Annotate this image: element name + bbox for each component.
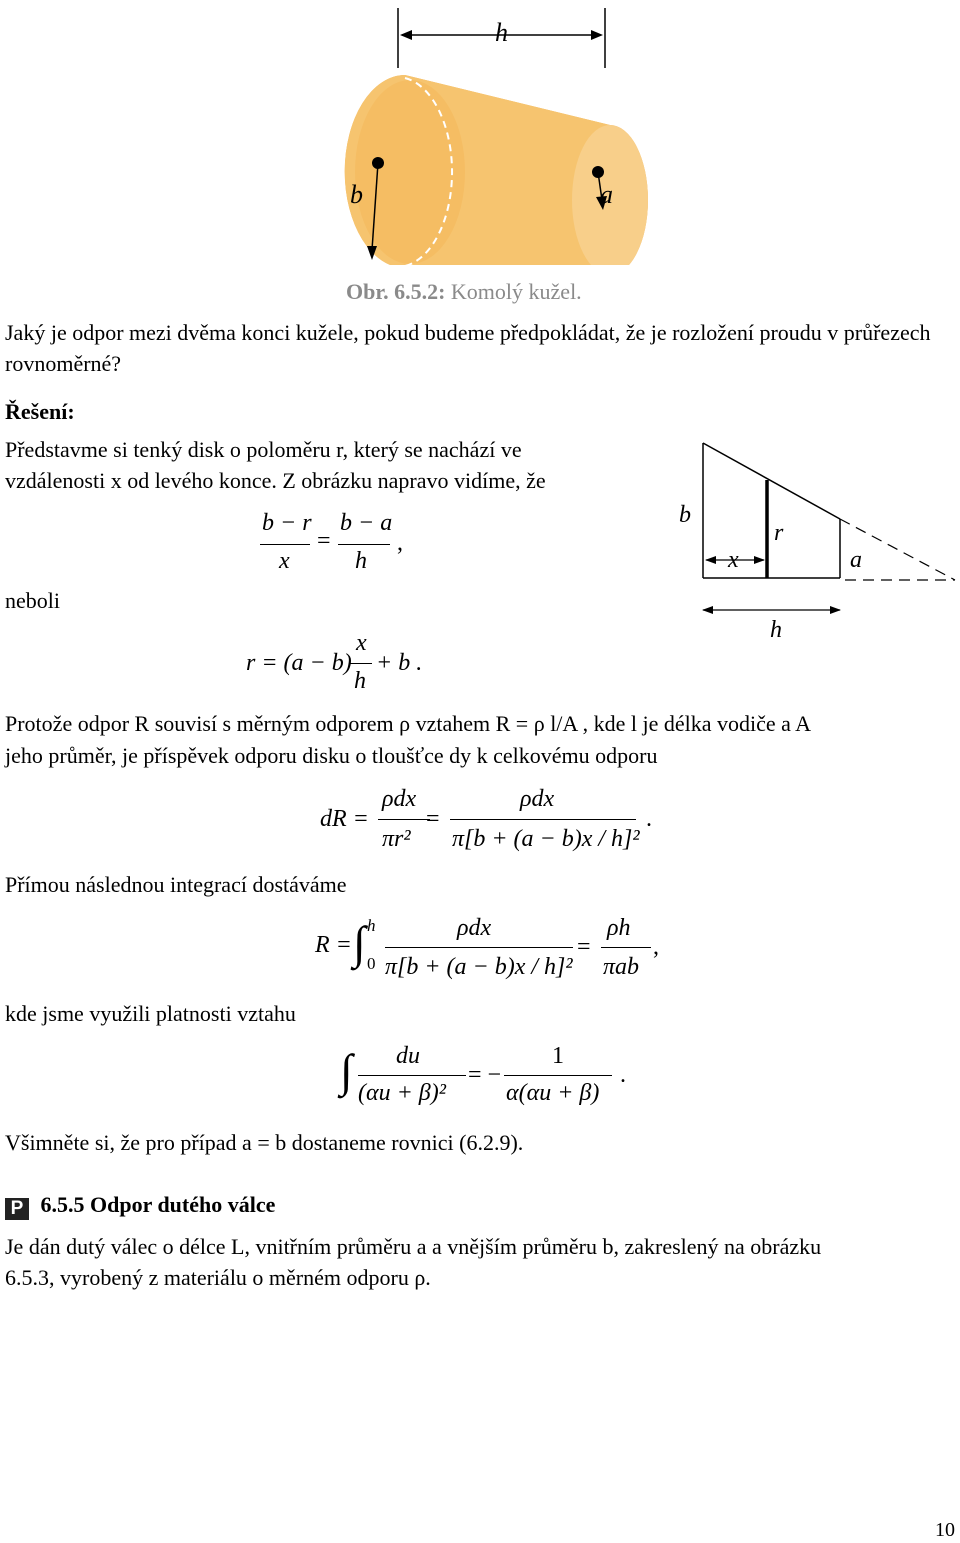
triangle-figure [670,440,960,660]
triangle-label-x: x [728,547,739,573]
eq4-lower: 0 [367,954,376,973]
eq2-num: x [356,630,367,656]
eq2-den: h [354,668,366,694]
eq2-tail: + b . [376,650,423,676]
neboli-text: neboli [5,588,60,613]
eq4-equals: = [577,934,591,960]
triangle-label-b: b [679,502,691,528]
eq5-num2: 1 [552,1043,564,1069]
problem-icon: P [5,1198,29,1220]
eq3-equals: = [426,806,440,832]
cone-label-b: b [350,180,363,209]
integration-text: Přímou následnou integrací dostáváme [5,872,347,897]
eq1-num-left: b − r [262,510,312,536]
eq4-den2: πab [603,954,640,980]
note-text: Všimněte si, že pro případ a = b dostaneme rovnici (6.2.9). [5,1130,524,1155]
para2-line-2: jeho průměr, je příspěvek odporu disku o tloušťce dy k celkovému odporu [5,743,658,768]
eq1-tail: , [397,530,403,556]
figure-caption-label: Obr. 6.5.2: [346,279,446,304]
equation-ratio [255,510,415,580]
eq4-num1: ρdx [457,915,492,941]
cone-label-h: h [495,18,508,47]
integral-sign-1: ∫ [353,917,366,968]
equation-helper-integral [340,1040,640,1120]
eq2-lhs: r = (a − b) [246,650,352,676]
eq3-lhs: dR = [320,806,369,832]
eq1-num-right: b − a [340,510,393,536]
section-heading [5,1192,275,1220]
equation-r [246,630,446,700]
eq5-den1: (αu + β)² [358,1080,446,1106]
figure-caption [346,279,582,305]
eq3-num1: ρdx [382,786,417,812]
eq5-den2: α(αu + β) [506,1080,600,1106]
eq3-den2: π[b + (a − b)x / h]² [452,826,640,852]
cone-label-a: a [600,180,613,209]
problem-line-1: Je dán dutý válec o délce L, vnitřním průměru a a vnějším průměru b, zakreslený na obrázku [5,1234,822,1259]
equation-dR [320,786,660,856]
equation-R-integral [315,912,675,992]
eq1-equals: = [317,528,331,554]
cone-figure [330,0,660,265]
triangle-diagram [670,440,960,660]
eq4-tail: , [653,934,659,960]
eq3-num2: ρdx [520,786,555,812]
eq5-equals: = − [468,1062,502,1088]
question-text: Jaký je odpor mezi dvěma konci kužele, pokud budeme předpokládat, že je rozložení proudu v průřezech rovnoměrné? [5,320,931,376]
solution-heading: Řešení: [5,399,75,424]
integral-sign-2: ∫ [340,1045,353,1096]
eq1-den-left: x [279,548,290,574]
eq5-tail: . [620,1062,626,1088]
intro-line-2: vzdálenosti x od levého konce. Z obrázku napravo vidíme, že [5,468,546,493]
eq5-num1: du [396,1043,420,1069]
para2-line-1: Protože odpor R souvisí s měrným odporem ρ vztahem R = ρ l/A , kde l je délka vodiče a A [5,711,812,736]
eq4-num2: ρh [607,915,631,941]
eq4-den1: π[b + (a − b)x / h]² [385,954,573,980]
section-title: 6.5.5 Odpor dutého válce [40,1192,276,1217]
eq3-tail: . [646,806,652,832]
eq4-lhs: R = [315,932,352,958]
eq3-den1: πr² [382,826,411,852]
eq4-upper: h [367,916,376,935]
triangle-label-h: h [770,617,782,643]
figure-caption-text: Komolý kužel. [450,279,582,304]
problem-line-2: 6.5.3, vyrobený z materiálu o měrném odporu ρ. [5,1265,431,1290]
triangle-label-a: a [850,547,862,573]
intro-line-1: Představme si tenký disk o poloměru r, který se nachází ve [5,437,522,462]
eq1-den-right: h [355,548,367,574]
triangle-label-r: r [774,520,784,546]
page-number: 10 [935,1519,955,1541]
used-relation-text: kde jsme využili platnosti vztahu [5,1001,296,1026]
